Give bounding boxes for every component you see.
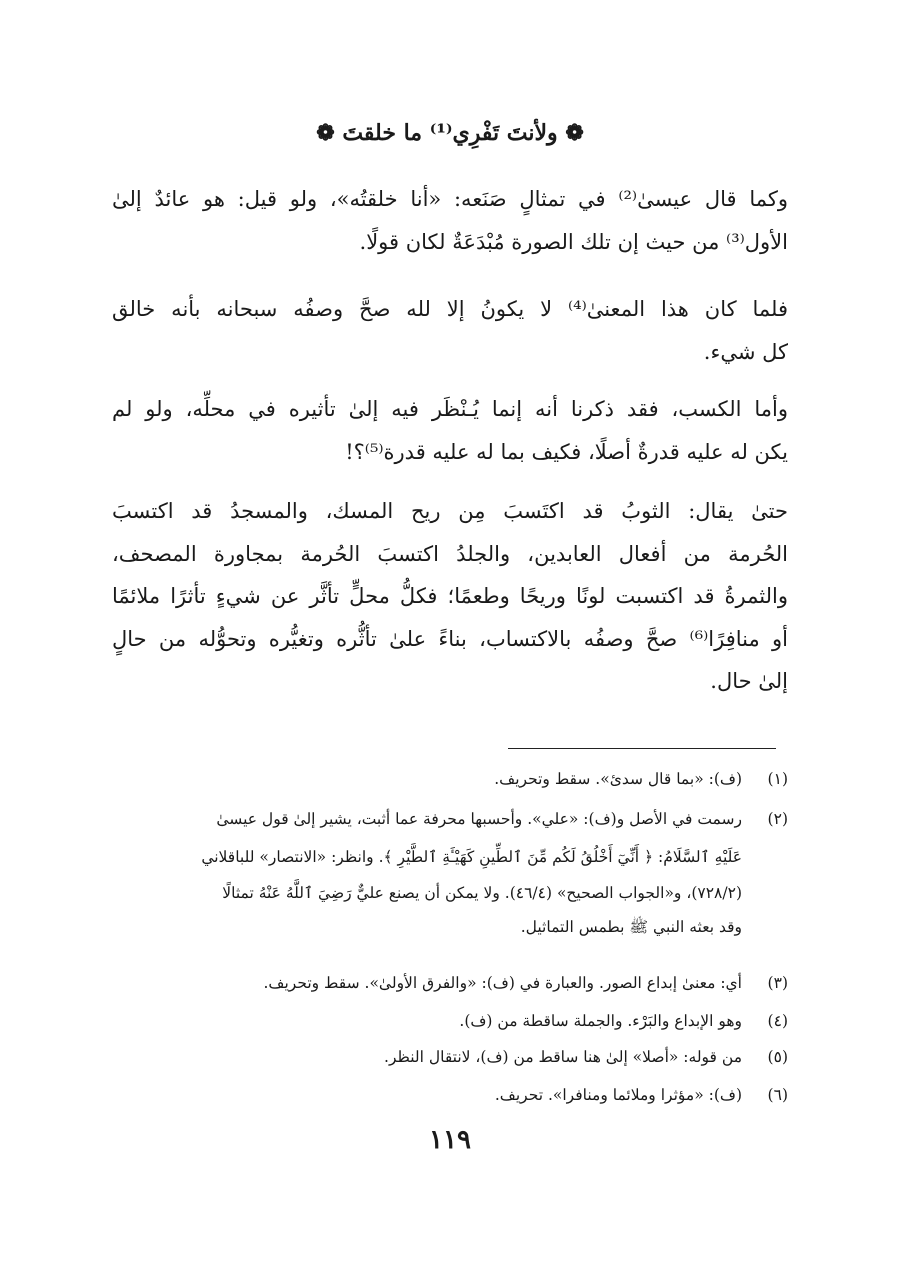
footnote-text: وقد بعثه النبي ﷺ بطمس التماثيل. <box>520 918 742 936</box>
paragraph-line: أو منافِرًا⁽⁶⁾ صحَّ وصفُه بالاكتساب، بناءً علىٰ تأثُّره وتغيُّره وتحوُّله من حالٍ <box>112 626 788 651</box>
footnote-text: أي: معنىٰ إبداع الصور. والعبارة في (ف): «والفرق الأولىٰ». سقط وتحريف. <box>263 974 742 992</box>
paragraph-line: الأول⁽³⁾ من حيث إن تلك الصورة مُبْدَعَةٌ لكان قولًا. <box>359 229 788 254</box>
footnote-3 <box>112 969 788 997</box>
footnote-number: (٣) <box>767 974 788 992</box>
footnote-text: من قوله: «أصلا» إلىٰ هنا ساقط من (ف)، لانتقال النظر. <box>384 1048 742 1066</box>
footnote-5 <box>112 1043 788 1071</box>
paragraph-2 <box>112 288 788 373</box>
paragraph-3 <box>112 388 788 473</box>
paragraph-line: فلما كان هذا المعنىٰ⁽⁴⁾ لا يكونُ إلا لله صحَّ وصفُه سبحانه بأنه خالق <box>112 297 789 321</box>
page-number: ١١٩ <box>429 1125 471 1155</box>
paragraph-line: وأما الكسب، فقد ذكرنا أنه إنما يُـنْظَر فيه إلىٰ تأثيره في محلِّه، ولو لم <box>112 397 788 421</box>
footnote-text: وهو الإبداع والبَرْء. والجملة ساقطة من (ف). <box>459 1012 742 1030</box>
footnote-1 <box>112 765 788 793</box>
footnote-text: (ف): «مؤثرا وملائما ومنافرا». تحريف. <box>494 1086 742 1104</box>
footnote-text: عَلَيْهِ ٱلسَّلَامُ: ﴿ أَنِّيٓ أَخْلُقُ لَكُم مِّنَ ٱلطِّينِ كَهَيْـَٔةِ ٱلطَّيْرِ ﴾. وانظر: «الانتصار» للباقلاني <box>201 848 742 866</box>
paragraph-1 <box>112 178 788 263</box>
footnote-number: (٤) <box>767 1012 788 1030</box>
footnote-number: (١) <box>767 770 788 788</box>
paragraph-line: حتىٰ يقال: الثوبُ قد اكتَسبَ مِن ريح المسك، والمسجدُ قد اكتسبَ <box>112 499 788 523</box>
paragraph-line: يكن له عليه قدرةٌ أصلًا، فكيف بما له عليه قدرة⁽⁵⁾؟! <box>345 439 788 464</box>
footnote-6 <box>112 1081 788 1109</box>
footnote-divider <box>508 748 776 749</box>
paragraph-line: والثمرةُ قد اكتسبت لونًا وريحًا وطعمًا؛ فكلُّ محلٍّ تأثَّر عن شيءٍ تأثرًا ملائمًا <box>112 584 788 608</box>
footnote-2 <box>112 805 788 941</box>
paragraph-line: وكما قال عيسىٰ⁽²⁾ في تمثالٍ صَنَعه: «أنا خلقتُه»، ولو قيل: هو عائدٌ إلىٰ <box>112 187 788 211</box>
paragraph-line: كل شيء. <box>703 339 788 364</box>
paragraph-line: إلىٰ حال. <box>710 669 788 693</box>
footnote-number: (٥) <box>767 1048 788 1066</box>
footnote-text: رسمت في الأصل و(ف): «علي». وأحسبها محرفة عما أثبت، يشير إلىٰ قول عيسىٰ <box>216 810 742 828</box>
verse-heading: ❁ ولأنتَ تَفْرِي⁽¹⁾ ما خلقتَ ❁ <box>316 120 584 146</box>
footnote-number: (٦) <box>767 1086 788 1104</box>
footnote-number: (٢) <box>767 810 788 828</box>
paragraph-4 <box>112 490 788 703</box>
footnote-text: (ف): «بما قال سدئ». سقط وتحريف. <box>494 770 742 788</box>
footnote-4 <box>112 1007 788 1035</box>
paragraph-line: الحُرمة من أفعال العابدين، والجلدُ اكتسبَ الحُرمة بمجاورة المصحف، <box>112 541 788 566</box>
footnote-text: (٧٢٨/٢)، و«الجواب الصحيح» (٤٦/٤). ولا يمكن أن يصنع عليٌّ رَضِيَ ٱللَّهُ عَنْهُ تمثالًا <box>222 884 742 902</box>
